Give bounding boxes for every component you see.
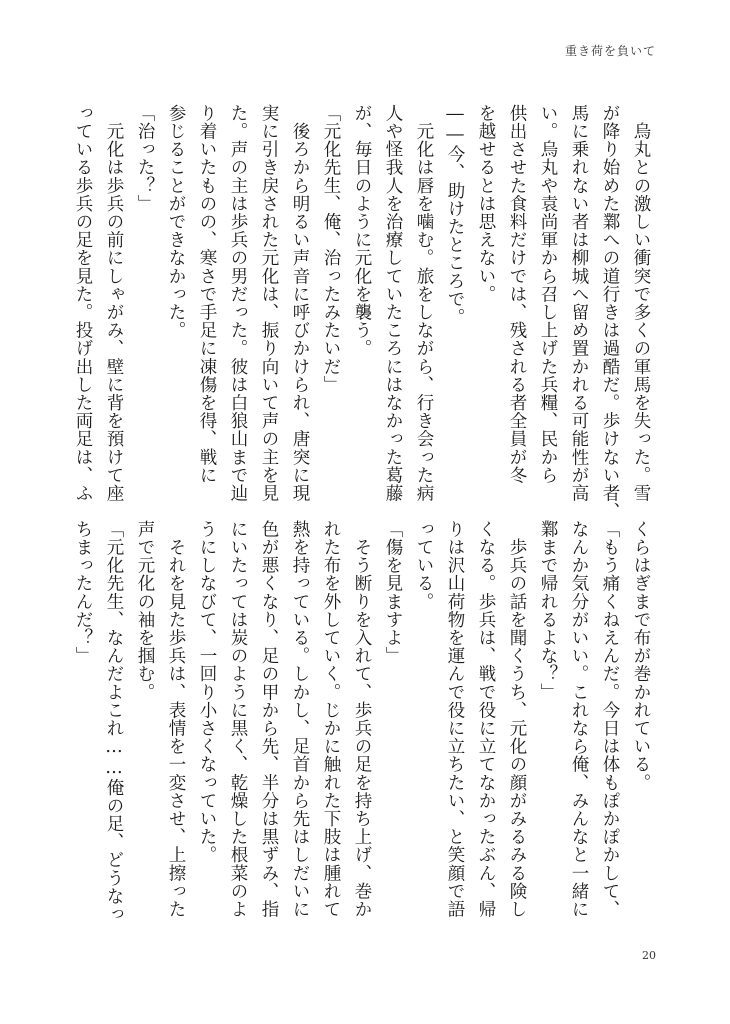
text-block-top bbox=[67, 104, 656, 521]
text-column: くなる。歩兵は、戦で役に立てなかったぶん、帰 bbox=[476, 520, 496, 919]
text-column: なんか気分がいい。これなら俺、みんなと一緒に bbox=[569, 520, 589, 919]
text-column: 元化は歩兵の前にしゃがみ、壁に背を預けて座 bbox=[104, 104, 124, 503]
text-block-bottom bbox=[67, 520, 656, 924]
text-column: っている歩兵の足を見た。投げ出した両足は、ふ bbox=[73, 104, 93, 503]
text-column: それを見た歩兵は、表情を一変させ、上擦った bbox=[166, 520, 186, 919]
text-column: 人や怪我人を治療していたころにはなかった葛藤 bbox=[383, 104, 403, 503]
text-column: 馬に乗れない者は柳城へ留め置かれる可能性が高 bbox=[569, 104, 589, 503]
text-column: にいたっては炭のように黒く、乾燥した根菜のよ bbox=[228, 520, 248, 919]
text-column: れた布を外していく。じかに触れた下肢は腫れて bbox=[321, 520, 341, 919]
text-column: うにしなびて、一回り小さくなっていた。 bbox=[197, 520, 217, 864]
text-column: ちまったんだ？」 bbox=[73, 520, 93, 665]
text-column: が降り始めた鄴への道行きは過酷だ。歩けない者、 bbox=[600, 104, 620, 521]
text-column: 鄴まで帰れるよな？」 bbox=[538, 520, 558, 701]
text-column: り着いたものの、寒さで手足に凍傷を得、戦に bbox=[197, 104, 217, 485]
text-column: 「治った？」 bbox=[135, 104, 155, 213]
text-column: 実に引き戻された元化は、振り向いて声の主を見 bbox=[259, 104, 279, 503]
text-column: を越せるとは思えない。 bbox=[476, 104, 496, 304]
text-column: 「傷を見ますよ」 bbox=[383, 520, 403, 665]
running-title: 重き荷を負いて bbox=[564, 44, 656, 58]
text-column: 声で元化の袖を掴む。 bbox=[135, 520, 155, 701]
text-column: 後ろから明るい声音に呼びかけられ、唐突に現 bbox=[290, 104, 310, 503]
text-column: ――今、助けたところで。 bbox=[445, 104, 465, 327]
text-column: い。烏丸や袁尚軍から召し上げた兵糧、民から bbox=[538, 104, 558, 485]
text-column: 元化は唇を噛む。旅をしながら、行き会った病 bbox=[414, 104, 434, 503]
text-column: 「元化先生、俺、治ったみたいだ」 bbox=[321, 104, 341, 394]
text-column: 歩兵の話を聞くうち、元化の顔がみるみる険し bbox=[507, 520, 527, 919]
text-column: 色が悪くなり、足の甲から先、半分は黒ずみ、指 bbox=[259, 520, 279, 919]
text-column: 「もう痛くねえんだ。今日は体もぽかぽかして、 bbox=[600, 520, 620, 919]
page-number: 20 bbox=[642, 949, 656, 962]
text-column: そう断りを入れて、歩兵の足を持ち上げ、巻か bbox=[352, 520, 372, 919]
text-column: くらはぎまで布が巻かれている。 bbox=[631, 520, 651, 792]
text-column: 参じることができなかった。 bbox=[166, 104, 186, 340]
text-column: た。声の主は歩兵の男だった。彼は白狼山まで辿 bbox=[228, 104, 248, 503]
text-column: 供出させた食料だけでは、残される者全員が冬 bbox=[507, 104, 527, 485]
text-column: 熱を持っている。しかし、足首から先はしだいに bbox=[290, 520, 310, 919]
text-column: 烏丸との激しい衝突で多くの軍馬を失った。雪 bbox=[631, 104, 651, 503]
text-column: が、毎日のように元化を襲う。 bbox=[352, 104, 372, 358]
text-column: 「元化先生、なんだよこれ……俺の足、どうなっ bbox=[104, 520, 124, 924]
text-column: っている。 bbox=[414, 520, 434, 611]
text-column: りは沢山荷物を運んで役に立ちたい、と笑顔で語 bbox=[445, 520, 465, 919]
